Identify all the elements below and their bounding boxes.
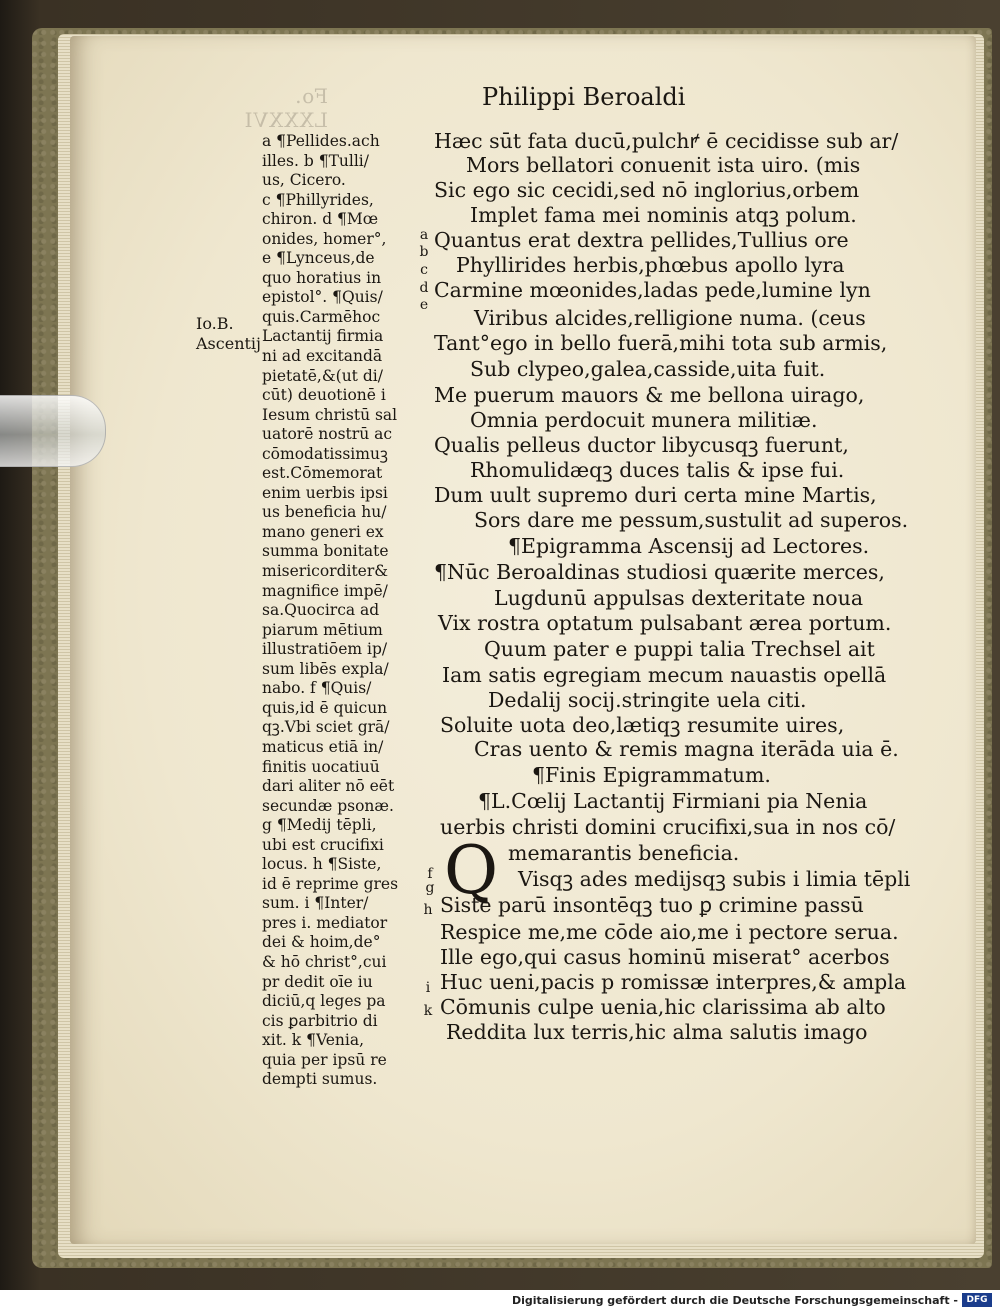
gloss-line: quia per ipsū re [262, 1050, 387, 1069]
margin-letter: g [425, 880, 435, 896]
verse-line: ¶Nūc Beroaldinas studiosi quærite merces, [434, 560, 885, 584]
verse-line: Siste parū insontēqꝫ tuo ꝑ crimine passū [440, 893, 864, 917]
gloss-line: cis ꝑarbitrio di [262, 1011, 378, 1030]
verse-line: Ille ego,qui casus hominū miserat° acerbos [440, 945, 890, 969]
verse-line: Tant°ego in bello fuerā,mihi tota sub armis, [434, 331, 888, 355]
gloss-line: epistol°. ¶Quis/ [262, 288, 383, 307]
gloss-line: quo horatius in [262, 268, 382, 287]
gloss-line: c ¶Phillyrides, [262, 190, 374, 209]
gloss-line: qꝫ.Vbi sciet grā/ [262, 718, 390, 737]
gloss-line: nabo. f ¶Quis/ [262, 679, 372, 698]
gloss-line: sum. i ¶Inter/ [262, 894, 369, 913]
verse-line: Iam satis egregiam mecum nauastis opellā [442, 663, 887, 687]
gloss-line: maticus etiā in/ [262, 737, 384, 756]
dfg-logo: DFG [962, 1293, 992, 1307]
margin-letter: a [419, 227, 429, 243]
gloss-line: chiron. d ¶Mœ [262, 210, 379, 229]
verse-line: Quantus erat dextra pellides,Tullius ore [434, 228, 849, 252]
gloss-line: summa bonitate [262, 542, 389, 561]
verse-line: Dedalij socij.stringite uela citi. [488, 688, 807, 712]
verse-line: Implet fama mei nominis atqꝫ polum. [470, 203, 857, 227]
margin-letter: h [423, 902, 433, 918]
gloss-line: g ¶Medij tēpli, [262, 816, 377, 835]
gloss-line: pr dedit oīe iu [262, 972, 373, 991]
verse-line: Sic ego sic cecidi,sed nō inglorius,orbem [434, 178, 860, 202]
gloss-line: us, Cicero. [262, 171, 346, 190]
verse-line: Me puerum mauors & me bellona uirago, [434, 383, 865, 407]
margin-letter: i [425, 980, 431, 996]
funding-credit: Digitalisierung gefördert durch die Deutsche Forschungsgemeinschaft - [511, 1294, 958, 1307]
verse-line: Huc ueni,pacis p romissæ interpres,& ampla [440, 970, 907, 994]
verse-line: uerbis christi domini crucifixi,sua in nos cō/ [440, 815, 896, 839]
margin-letter: k [423, 1003, 433, 1019]
gloss-line: xit. k ¶Venia, [262, 1031, 365, 1050]
verse-line: Soluite uota deo,lætiqꝫ resumite uires, [440, 713, 845, 737]
verse-line: Visqꝫ ades medijsqꝫ subis i limia tēpli [518, 867, 911, 891]
gloss-line: magnifice impē/ [262, 581, 388, 600]
verse-line: Hæc sūt fata ducū,pulchꝵ ē cecidisse sub ar/ [434, 129, 899, 153]
gloss-line: enim uerbis ipsi [262, 483, 388, 502]
gloss-line: dari aliter nō eēt [262, 777, 395, 796]
gloss-line: quis.Carmēhoc [262, 307, 381, 326]
gloss-line: illustratiōem ip/ [262, 640, 388, 659]
page-clip [0, 395, 106, 467]
gloss-line: quis,id ē quicun [262, 698, 388, 717]
gloss-line: Lactantij firmia [262, 327, 384, 346]
author-line: Io.B. [196, 314, 234, 333]
gloss-line: sa.Quocirca ad [262, 601, 380, 620]
gloss-line: est.Cōmemorat [262, 464, 383, 483]
bleed-line: Fo. LXXXVI [243, 84, 328, 132]
author-note [196, 314, 261, 354]
gloss-line: locus. h ¶Siste, [262, 855, 382, 874]
margin-letter: c [420, 262, 428, 278]
gloss-column [262, 132, 418, 1090]
margin-letter: f [427, 866, 433, 882]
gloss-line: dei & hoim,de° [262, 933, 381, 952]
running-head: Philippi Beroaldi [482, 83, 686, 111]
verse-line: Qualis pelleus ductor libycusqꝫ fuerunt, [434, 433, 849, 457]
verse-line: Sub clypeo,galea,casside,uita fuit. [470, 357, 826, 381]
verse-line: memarantis beneficia. [508, 841, 740, 865]
author-line: Ascentij [196, 334, 262, 353]
verse-line: Vix rostra optatum pulsabant ærea portum. [438, 611, 892, 635]
margin-letter: b [419, 244, 429, 260]
gloss-line: uatorē nostrū ac [262, 425, 393, 444]
gloss-line: pres i. mediator [262, 913, 388, 932]
verse-line: Mors bellatori conuenit ista uiro. (mis [466, 153, 861, 177]
verse-line: Respice me,me cōde aio,me i pectore serua. [440, 920, 899, 944]
verse-line: ¶Finis Epigrammatum. [532, 763, 771, 787]
margin-letter: e [419, 297, 429, 313]
verse-line: Rhomulidæqꝫ duces talis & ipse fui. [470, 458, 845, 482]
gloss-line: diciū,q leges pa [262, 992, 386, 1011]
verse-line: Carmine mœonides,ladas pede,lumine lyn [434, 278, 871, 302]
verse-line: Sors dare me pessum,sustulit ad superos. [474, 508, 909, 532]
verse-line: Cōmunis culpe uenia,hic clarissima ab alto [440, 995, 886, 1019]
gloss-line: onides, homer°, [262, 229, 387, 248]
verse-line: Reddita lux terris,hic alma salutis imago [446, 1020, 868, 1044]
gloss-line: sum libēs expla/ [262, 659, 389, 678]
gloss-line: Iesum christū sal [262, 405, 398, 424]
verse-line: Omnia perdocuit munera militiæ. [470, 408, 818, 432]
verse-line: Quum pater e puppi talia Trechsel ait [484, 637, 875, 661]
verse-line: Dum uult supremo duri certa mine Martis, [434, 483, 877, 507]
gloss-line: secundæ psonæ. [262, 796, 394, 815]
gloss-line: id ē reprime gres [262, 874, 399, 893]
verse-line: ¶L.Cœlij Lactantij Firmiani pia Nenia [478, 789, 868, 813]
gloss-line: cōmodatissimuꝫ [262, 444, 388, 463]
verse-line: Phyllirides herbis,phœbus apollo lyra [456, 253, 845, 277]
verse-line: Cras uento & remis magna iterāda uia ē. [474, 737, 899, 761]
margin-letter: d [419, 280, 429, 296]
gloss-line: pietatē,&(ut di/ [262, 366, 383, 385]
footer-bar [0, 1290, 1000, 1310]
gloss-line: e ¶Lynceus,de [262, 249, 375, 268]
gloss-line: dempti sumus. [262, 1070, 378, 1089]
gloss-line: misericorditer& [262, 562, 389, 581]
gloss-line: ni ad excitandā [262, 347, 383, 366]
gloss-line: us beneficia hu/ [262, 503, 387, 522]
gloss-line: illes. b ¶Tulli/ [262, 151, 369, 170]
gloss-line: a ¶Pellides.ach [262, 132, 380, 150]
gloss-line: & hō christ°,cui [262, 952, 387, 971]
gloss-line: cūt) deuotionē i [262, 386, 386, 405]
gloss-line: mano generi ex [262, 522, 384, 541]
verse-line: Lugdunū appulsas dexteritate noua [494, 586, 864, 610]
verse-line: Viribus alcides,relligione numa. (ceus [474, 306, 866, 330]
verse-line: ¶Epigramma Ascensij ad Lectores. [508, 534, 870, 558]
gloss-line: piarum mētium [262, 620, 383, 639]
gloss-line: ubi est crucifixi [262, 835, 384, 854]
gloss-line: finitis uocatiuū [262, 757, 380, 776]
drop-capital: Q [444, 832, 499, 909]
